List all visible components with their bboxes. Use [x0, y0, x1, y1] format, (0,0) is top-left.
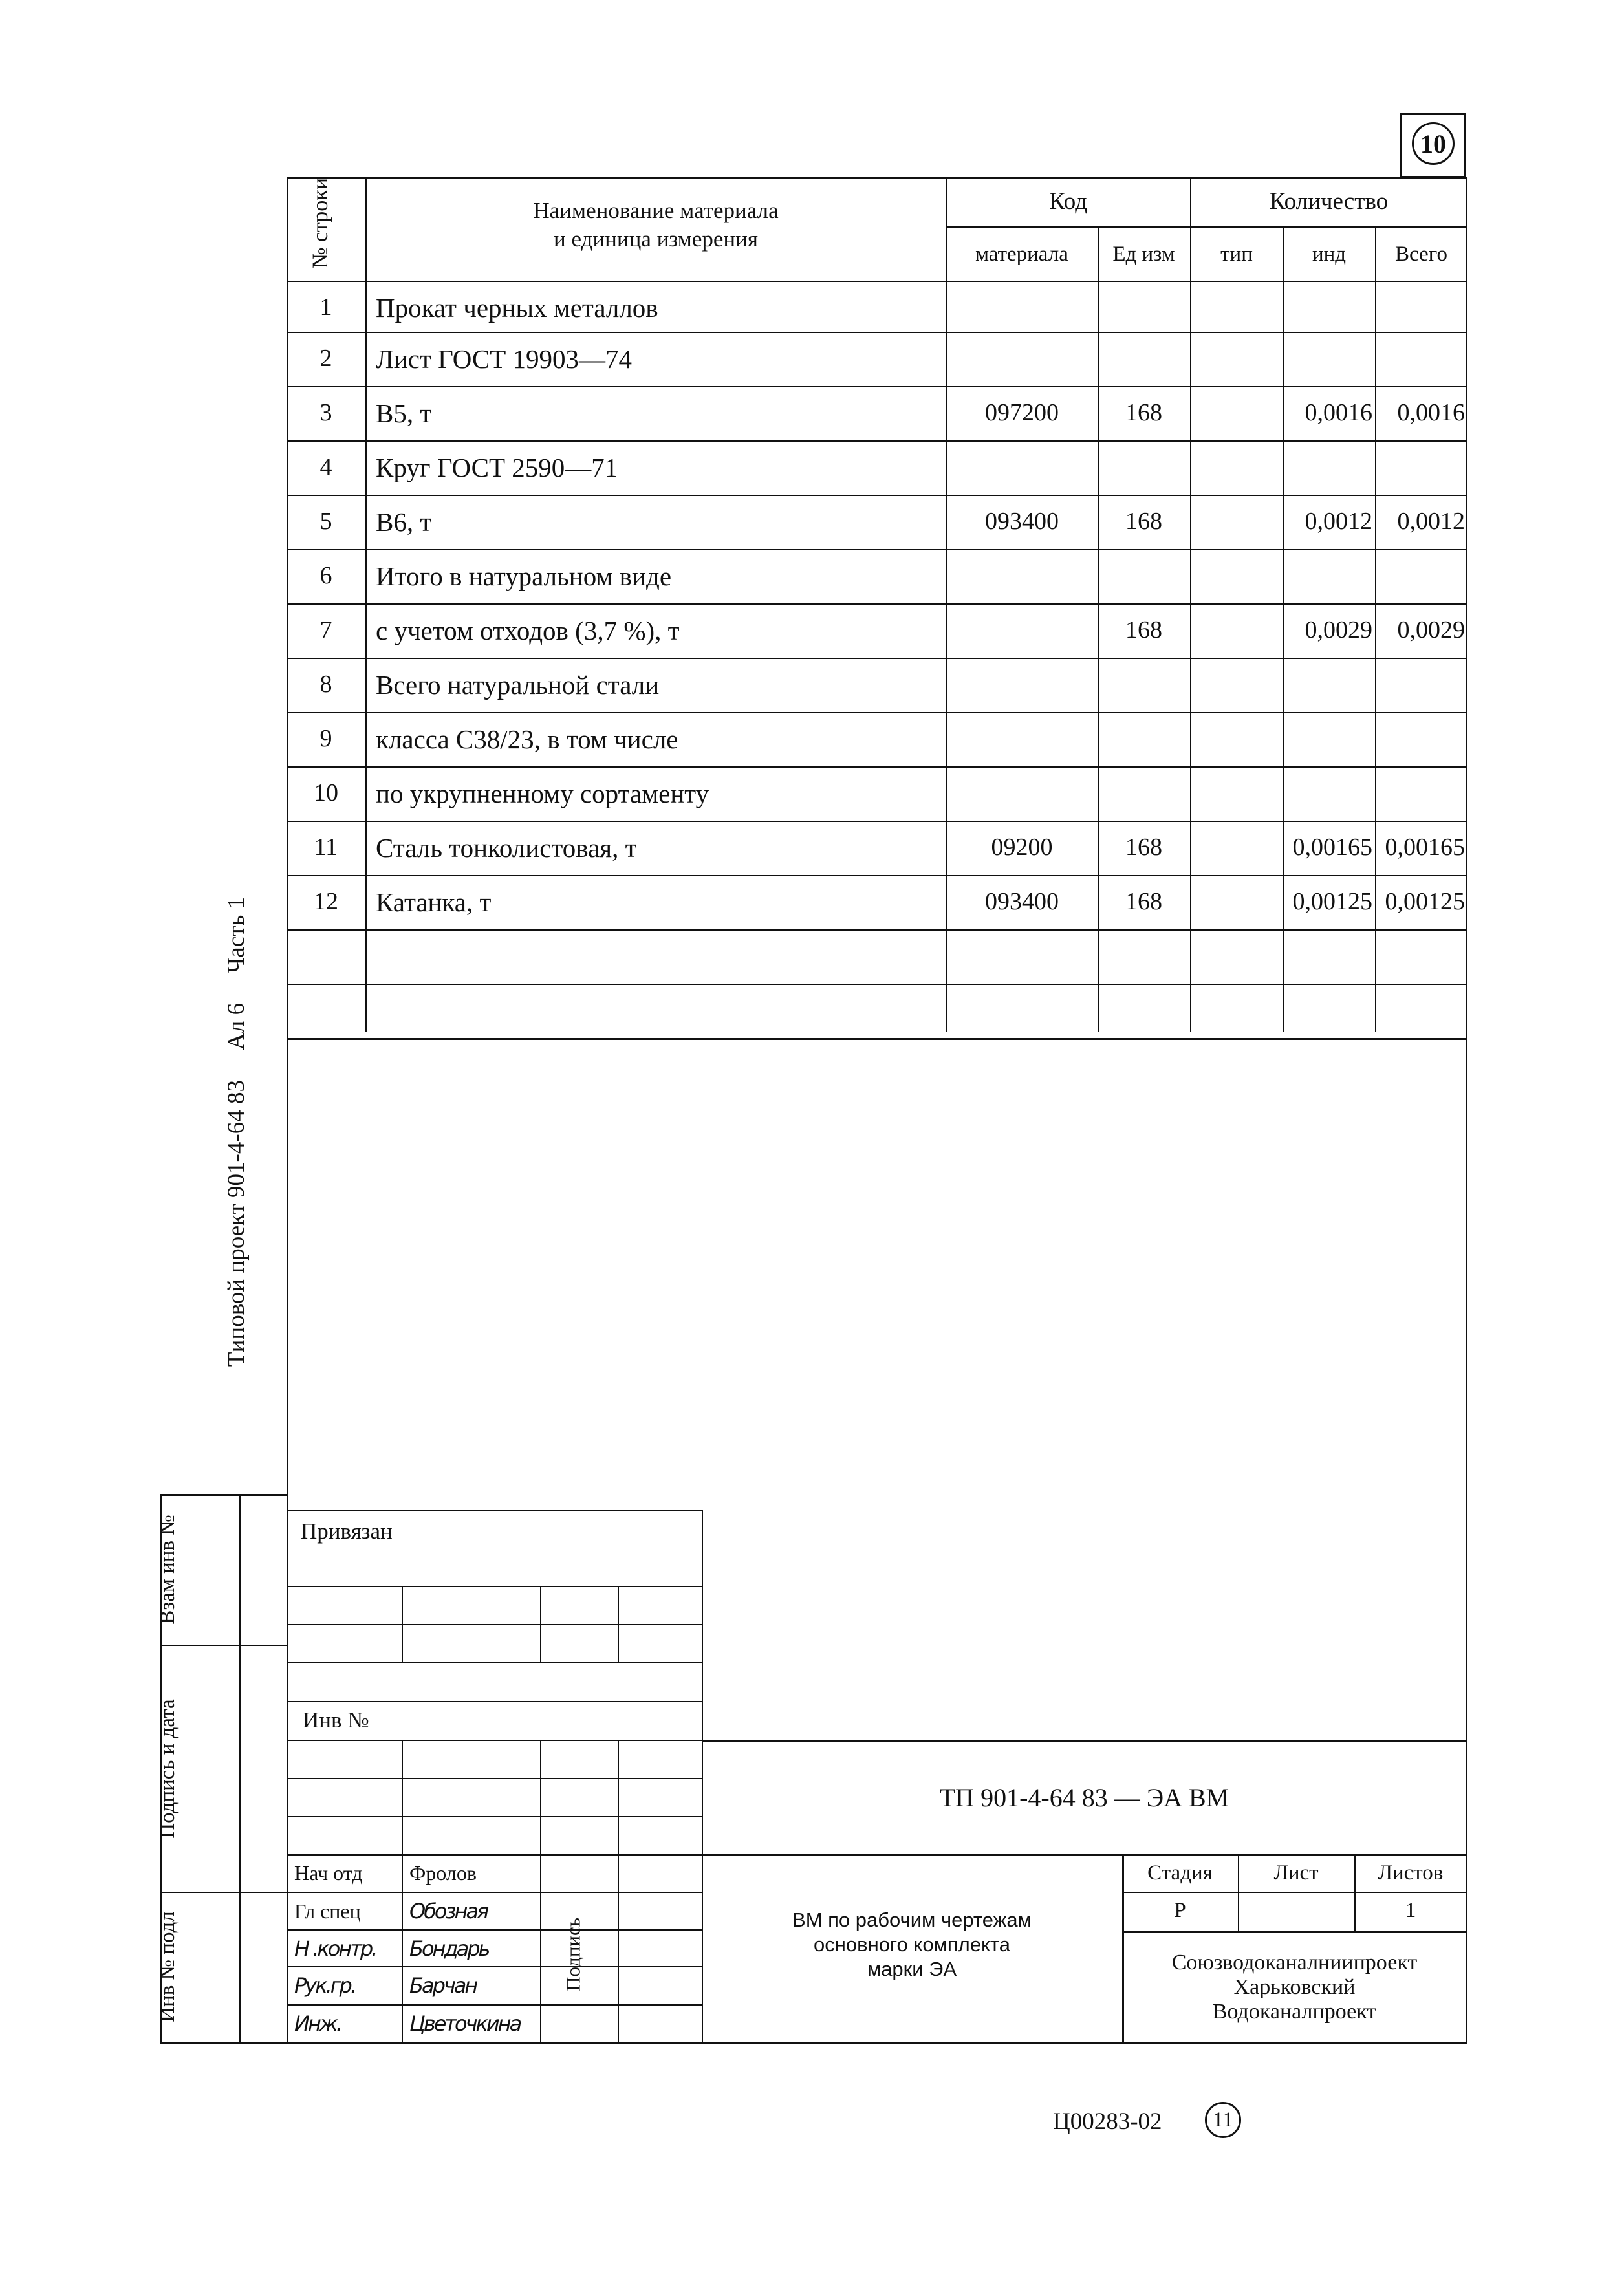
footer-page-number: 11 [1213, 2108, 1233, 2132]
signature-role: Гл спец [294, 1899, 361, 1923]
cell-material-name: Итого в натуральном виде [376, 561, 672, 591]
header-qty-total: Всего [1395, 243, 1447, 266]
signature-role: Рук.гр. [294, 1973, 356, 1998]
side-labels-row2 [160, 1892, 288, 1893]
sheet-number-badge [1412, 122, 1455, 165]
side-labels-divider [239, 1494, 241, 2042]
signature-name: Цветочкина [409, 2011, 521, 2036]
sheet-number: 10 [1420, 129, 1446, 158]
cell-material-code: 093400 [985, 508, 1059, 535]
table-row-separator [287, 549, 1467, 550]
privyazan-grid-line [287, 1624, 702, 1625]
header-name-line2: и единица измерения [554, 226, 758, 252]
cell-unit-code: 168 [1125, 888, 1162, 915]
doc-code-top [702, 1740, 1467, 1742]
cell-row-number: 4 [319, 453, 332, 481]
cell-qty-total: 0,0016 [1397, 399, 1465, 426]
signature-line [287, 1892, 702, 1893]
header-qty-tip: тип [1220, 243, 1253, 266]
table-row-separator [287, 875, 1467, 876]
signature-name: Фролов [409, 1861, 477, 1885]
privyazan-grid-line [287, 1586, 702, 1587]
inv-no-label: Инв № [303, 1707, 369, 1733]
privyazan-grid-line [287, 1662, 702, 1663]
cell-material-name: по укрупненному сортаменту [376, 779, 709, 808]
table-row-separator [287, 332, 1467, 333]
table-row-separator [287, 712, 1467, 713]
signature-line [287, 2004, 702, 2006]
cell-row-number: 8 [319, 671, 332, 698]
signature-name: Барчан [409, 1973, 477, 1998]
signatures-top [287, 1854, 1467, 1856]
table-row-separator [287, 440, 1467, 442]
table-row-separator [287, 603, 1467, 605]
cell-material-name: класса С38/23, в том числе [376, 724, 678, 754]
privyazan-col-line [618, 1586, 619, 1662]
cell-qty-ind: 0,00165 [1292, 834, 1372, 861]
footer-page-badge [1205, 2102, 1241, 2138]
cell-material-code: 097200 [985, 399, 1059, 426]
privyazan-col-line [540, 1586, 541, 1662]
inv-grid-line [287, 1778, 702, 1779]
cell-qty-total: 0,00165 [1385, 834, 1465, 861]
cell-row-number: 1 [319, 294, 332, 321]
podpis-label: Подпись [561, 1918, 585, 1991]
cell-material-name: Всего натуральной стали [376, 670, 660, 700]
cell-row-number: 6 [319, 562, 332, 589]
cell-row-number: 10 [314, 779, 338, 806]
header-quantity: Количество [1269, 188, 1389, 215]
inv-grid-line [287, 1816, 702, 1817]
table-row-separator [287, 821, 1467, 822]
header-name-line1: Наименование материала [533, 198, 779, 223]
cell-unit-code: 168 [1125, 616, 1162, 644]
table-row-separator [287, 658, 1467, 659]
table-row-separator [287, 984, 1467, 985]
cell-qty-ind: 0,0029 [1305, 616, 1372, 644]
header-code-unit: Ед изм [1112, 243, 1175, 266]
privyazan-col-line [402, 1586, 403, 1662]
signature-name: Бондарь [409, 1936, 489, 1961]
cell-material-name: Прокат черных металлов [376, 293, 658, 323]
signature-role: Инж. [294, 2011, 341, 2036]
org-line1: Союзводоканалниипроект [1171, 1951, 1418, 1975]
cell-qty-ind: 0,00125 [1292, 888, 1372, 915]
cell-qty-total: 0,00125 [1385, 888, 1465, 915]
side-label-podpis-data: Подпись и дата [156, 1699, 179, 1839]
cell-unit-code: 168 [1125, 508, 1162, 535]
cell-material-name: с учетом отходов (3,7 %), т [376, 616, 680, 645]
cell-unit-code: 168 [1125, 834, 1162, 861]
cell-row-number: 7 [319, 616, 332, 644]
table-row-separator [287, 386, 1467, 387]
project-side-title: Типовой проект 901-4-64 83 Ал 6 Часть 1 [223, 896, 250, 1367]
listov-value: 1 [1405, 1899, 1416, 1922]
doc-title-line2: основного комплекта [814, 1933, 1010, 1956]
table-row-separator [287, 766, 1467, 768]
cell-material-name: Лист ГОСТ 19903—74 [376, 344, 633, 374]
header-code-material: материала [975, 243, 1068, 266]
side-labels-row1 [160, 1645, 288, 1646]
document-code: ТП 901-4-64 83 — ЭА ВМ [939, 1783, 1229, 1812]
cell-row-number: 11 [314, 834, 338, 861]
table-row-separator [287, 929, 1467, 931]
doc-title-line3: марки ЭА [867, 1958, 957, 1980]
header-bottom-line [287, 281, 1467, 282]
cell-qty-total: 0,0012 [1397, 508, 1465, 535]
cell-qty-ind: 0,0012 [1305, 508, 1372, 535]
cell-material-name: Круг ГОСТ 2590—71 [376, 453, 618, 482]
signature-role: Н .контр. [294, 1936, 376, 1961]
signature-line [287, 1966, 702, 1967]
privyazan-top [287, 1510, 702, 1511]
list-label: Лист [1273, 1861, 1319, 1885]
doc-title-line1: ВМ по рабочим чертежам [792, 1909, 1032, 1931]
privyazan-grid-line [287, 1701, 702, 1702]
stamp-bottom-border [160, 2042, 1467, 2044]
signature-name: Обозная [409, 1899, 488, 1923]
footer-document-code: Ц00283-02 [1053, 2108, 1162, 2135]
cell-row-number: 3 [319, 399, 332, 426]
stage-row-line [1122, 1931, 1467, 1933]
cell-material-name: В6, т [376, 507, 432, 537]
cell-row-number: 2 [319, 345, 332, 372]
listov-label: Листов [1378, 1861, 1444, 1885]
cell-unit-code: 168 [1125, 399, 1162, 426]
header-code: Код [1048, 188, 1088, 215]
org-line3: Водоканалпроект [1212, 2000, 1377, 2024]
cell-qty-ind: 0,0016 [1305, 399, 1372, 426]
table-row-separator [287, 495, 1467, 496]
cell-row-number: 12 [314, 888, 338, 915]
header-qty-ind: инд [1312, 243, 1347, 266]
cell-material-name: В5, т [376, 398, 432, 428]
org-line2: Харьковский [1233, 1975, 1356, 1999]
cell-qty-total: 0,0029 [1397, 616, 1465, 644]
header-row-no: № строки [309, 177, 332, 268]
side-label-inv-podl: Инв № подл [156, 1911, 179, 2022]
stage-row-line [1122, 1892, 1467, 1893]
side-label-vzam-inv: Взам инв № [156, 1515, 179, 1625]
privyazan-label: Привязан [301, 1519, 393, 1544]
cell-material-name: Сталь тонколистовая, т [376, 833, 637, 863]
inv-grid-line [287, 1740, 702, 1741]
stadiya-label: Стадия [1147, 1861, 1213, 1885]
header-subrow-line [946, 226, 1467, 228]
cell-row-number: 5 [319, 508, 332, 535]
signature-line [287, 1929, 702, 1931]
stadiya-value: Р [1174, 1899, 1186, 1922]
cell-material-code: 093400 [985, 888, 1059, 915]
cell-material-code: 09200 [991, 834, 1053, 861]
cell-material-name: Катанка, т [376, 887, 492, 917]
cell-row-number: 9 [319, 725, 332, 752]
signature-role: Нач отд [294, 1861, 363, 1885]
